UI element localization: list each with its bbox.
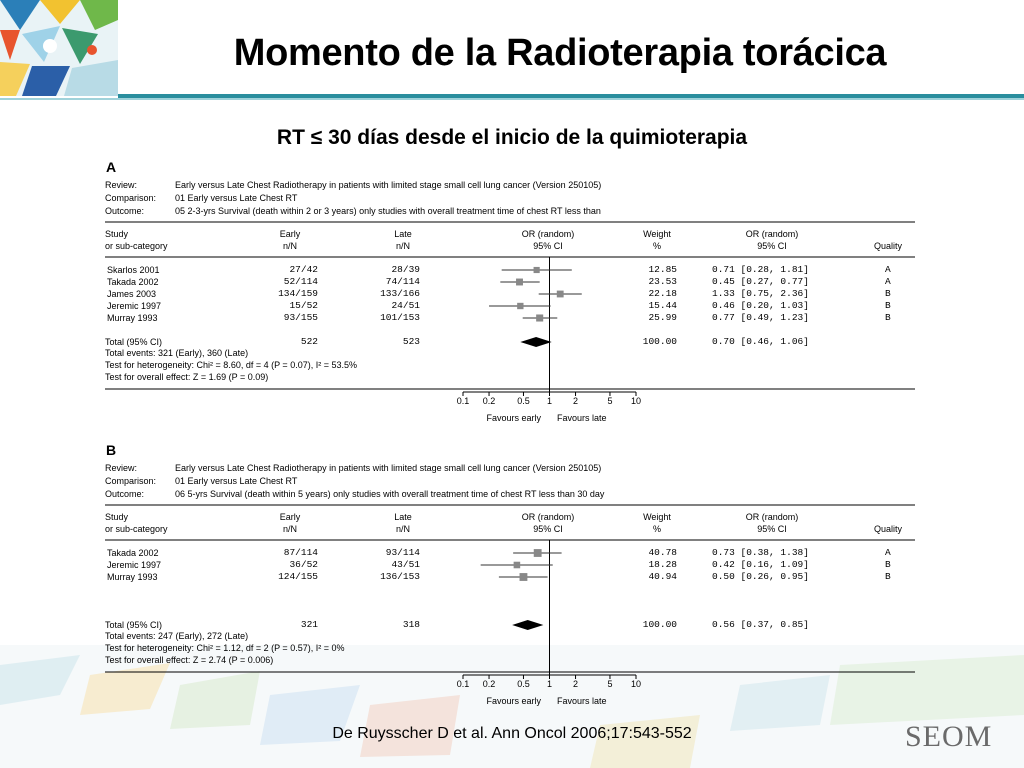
header-subcategory: or sub-category xyxy=(105,241,168,251)
study-point xyxy=(534,549,542,557)
study-late: 43/51 xyxy=(391,559,420,570)
total-label: Total (95% CI) xyxy=(105,620,163,630)
study-or-ci: 0.73 [0.38, 1.38] xyxy=(712,547,809,558)
header-late-nn: n/N xyxy=(395,524,411,534)
comparison-text: 01 Early versus Late Chest RT xyxy=(175,193,298,203)
study-quality: B xyxy=(885,300,891,311)
total-stat: Test for overall effect: Z = 1.69 (P = 0.09) xyxy=(105,372,269,382)
header-or-random: OR (random) xyxy=(521,512,575,522)
x-tick-label: 1 xyxy=(546,679,553,689)
study-point xyxy=(536,314,543,321)
study-name: Skarlos 2001 xyxy=(107,265,160,275)
outcome-text: 06 5-yrs Survival (death within 5 years) only studies with overall treatment time of chest RT less than 30 day xyxy=(175,489,605,499)
header-or-text: OR (random) xyxy=(745,512,799,522)
study-early: 27/42 xyxy=(289,264,318,275)
study-name: Jeremic 1997 xyxy=(107,560,162,570)
total-late: 523 xyxy=(402,336,420,347)
review-text: Early versus Late Chest Radiotherapy in patients with limited stage small cell lung cancer (Version 250105) xyxy=(175,180,602,190)
favours-early-label: Favours early xyxy=(486,413,541,423)
total-early: 321 xyxy=(300,619,318,630)
study-quality: A xyxy=(885,547,891,558)
study-quality: B xyxy=(885,312,891,323)
study-or-ci: 0.71 [0.28, 1.81] xyxy=(712,264,809,275)
header-subcategory: or sub-category xyxy=(105,524,168,534)
x-tick-label: 2 xyxy=(573,396,579,406)
favours-late-label: Favours late xyxy=(557,413,607,423)
header-late-nn: n/N xyxy=(395,241,411,251)
study-late: 28/39 xyxy=(391,264,420,275)
study-late: 93/114 xyxy=(385,547,420,558)
study-early: 124/155 xyxy=(278,571,318,582)
total-stat: Test for overall effect: Z = 2.74 (P = 0.006) xyxy=(105,655,274,665)
study-name: Murray 1993 xyxy=(107,572,158,582)
mosaic-corner-art xyxy=(0,0,118,96)
study-point xyxy=(516,279,523,286)
study-late: 101/153 xyxy=(380,312,420,323)
study-weight: 23.53 xyxy=(648,276,677,287)
total-diamond xyxy=(520,337,551,347)
outcome-label: Outcome: xyxy=(105,489,145,499)
comparison-label: Comparison: xyxy=(105,193,157,203)
header-quality: Quality xyxy=(873,524,903,534)
study-quality: B xyxy=(885,559,891,570)
study-name: Takada 2002 xyxy=(107,277,159,287)
header-weight-pct: % xyxy=(652,241,662,251)
header-or-text-ci: 95% CI xyxy=(757,241,787,251)
study-point xyxy=(534,267,540,273)
total-weight: 100.00 xyxy=(642,619,677,630)
study-weight: 15.44 xyxy=(648,300,677,311)
header-or-text-ci: 95% CI xyxy=(757,524,787,534)
total-stat: Total events: 321 (Early), 360 (Late) xyxy=(105,348,249,358)
header-early-nn: n/N xyxy=(282,524,298,534)
header-or-random: OR (random) xyxy=(521,229,575,239)
x-tick-label: 0.5 xyxy=(517,679,530,689)
header-study: Study xyxy=(105,512,129,522)
x-tick-label: 0.2 xyxy=(482,396,496,406)
study-or-ci: 0.46 [0.20, 1.03] xyxy=(712,300,809,311)
study-late: 24/51 xyxy=(391,300,420,311)
header-quality: Quality xyxy=(873,241,903,251)
study-weight: 22.18 xyxy=(648,288,677,299)
study-early: 87/114 xyxy=(283,547,318,558)
study-or-ci: 0.77 [0.49, 1.23] xyxy=(712,312,809,323)
header-weight: Weight xyxy=(643,229,671,239)
favours-early-label: Favours early xyxy=(486,696,541,706)
review-label: Review: xyxy=(105,463,138,473)
study-weight: 40.78 xyxy=(648,547,677,558)
seom-logo: SEOM xyxy=(905,720,993,753)
study-early: 36/52 xyxy=(289,559,318,570)
header-or-text: OR (random) xyxy=(745,229,799,239)
x-tick-label: 0.5 xyxy=(517,396,530,406)
study-point xyxy=(514,562,521,569)
total-stat: Test for heterogeneity: Chi² = 8.60, df = 4 (P = 0.07), I² = 53.5% xyxy=(105,360,357,370)
study-point xyxy=(520,573,528,581)
study-quality: B xyxy=(885,288,891,299)
total-early: 522 xyxy=(300,336,318,347)
study-weight: 40.94 xyxy=(648,571,677,582)
study-quality: B xyxy=(885,571,891,582)
header-early-nn: n/N xyxy=(282,241,298,251)
header-weight-pct: % xyxy=(652,524,662,534)
outcome-text: 05 2-3-yrs Survival (death within 2 or 3 years) only studies with overall treatment time of chest RT less than xyxy=(175,206,601,216)
comparison-text: 01 Early versus Late Chest RT xyxy=(175,476,298,486)
header-late: Late xyxy=(394,512,412,522)
x-tick-label: 2 xyxy=(573,679,579,689)
x-tick-label: 5 xyxy=(607,396,613,406)
title-underline-light xyxy=(0,98,1024,100)
total-or-ci: 0.56 [0.37, 0.85] xyxy=(712,619,809,630)
panel-letter: B xyxy=(106,442,117,458)
study-or-ci: 1.33 [0.75, 2.36] xyxy=(712,288,809,299)
header-or-ci: 95% CI xyxy=(533,241,563,251)
forest-plot-a xyxy=(100,160,920,440)
x-tick-label: 0.1 xyxy=(456,679,470,689)
header-late: Late xyxy=(394,229,412,239)
study-early: 93/155 xyxy=(283,312,318,323)
study-name: Jeremic 1997 xyxy=(107,301,162,311)
study-late: 74/114 xyxy=(385,276,420,287)
slide-title: Momento de la Radioterapia torácica xyxy=(233,32,887,74)
header-or-ci: 95% CI xyxy=(533,524,563,534)
study-early: 52/114 xyxy=(283,276,318,287)
total-late: 318 xyxy=(402,619,420,630)
header-study: Study xyxy=(105,229,129,239)
slide-subtitle: RT ≤ 30 días desde el inicio de la quimioterapia xyxy=(276,126,748,149)
study-quality: A xyxy=(885,276,891,287)
study-name: Murray 1993 xyxy=(107,313,158,323)
total-weight: 100.00 xyxy=(642,336,677,347)
total-diamond xyxy=(512,620,543,630)
study-or-ci: 0.50 [0.26, 0.95] xyxy=(712,571,809,582)
review-label: Review: xyxy=(105,180,138,190)
outcome-label: Outcome: xyxy=(105,206,145,216)
study-or-ci: 0.45 [0.27, 0.77] xyxy=(712,276,809,287)
study-weight: 12.85 xyxy=(648,264,677,275)
study-early: 134/159 xyxy=(278,288,318,299)
total-stat: Total events: 247 (Early), 272 (Late) xyxy=(105,631,249,641)
study-weight: 25.99 xyxy=(648,312,677,323)
x-tick-label: 1 xyxy=(546,396,553,406)
study-weight: 18.28 xyxy=(648,559,677,570)
study-late: 133/166 xyxy=(380,288,420,299)
x-tick-label: 0.2 xyxy=(482,679,496,689)
x-tick-label: 10 xyxy=(630,679,642,689)
forest-plot-b xyxy=(100,443,920,723)
total-or-ci: 0.70 [0.46, 1.06] xyxy=(712,336,809,347)
review-text: Early versus Late Chest Radiotherapy in patients with limited stage small cell lung cancer (Version 250105) xyxy=(175,463,602,473)
total-stat: Test for heterogeneity: Chi² = 1.12, df = 2 (P = 0.57), I² = 0% xyxy=(105,643,345,653)
study-early: 15/52 xyxy=(289,300,318,311)
panel-letter: A xyxy=(106,159,117,175)
total-label: Total (95% CI) xyxy=(105,337,163,347)
study-or-ci: 0.42 [0.16, 1.09] xyxy=(712,559,809,570)
header-early: Early xyxy=(279,512,301,522)
comparison-label: Comparison: xyxy=(105,476,157,486)
study-name: Takada 2002 xyxy=(107,548,159,558)
header-weight: Weight xyxy=(643,512,671,522)
x-tick-label: 10 xyxy=(630,396,642,406)
study-late: 136/153 xyxy=(380,571,420,582)
study-point xyxy=(557,291,564,298)
x-tick-label: 0.1 xyxy=(456,396,470,406)
study-name: James 2003 xyxy=(107,289,157,299)
citation: De Ruysscher D et al. Ann Oncol 2006;17:543-552 xyxy=(332,725,692,742)
header-early: Early xyxy=(279,229,301,239)
favours-late-label: Favours late xyxy=(557,696,607,706)
study-quality: A xyxy=(885,264,891,275)
study-point xyxy=(517,303,523,309)
x-tick-label: 5 xyxy=(607,679,613,689)
